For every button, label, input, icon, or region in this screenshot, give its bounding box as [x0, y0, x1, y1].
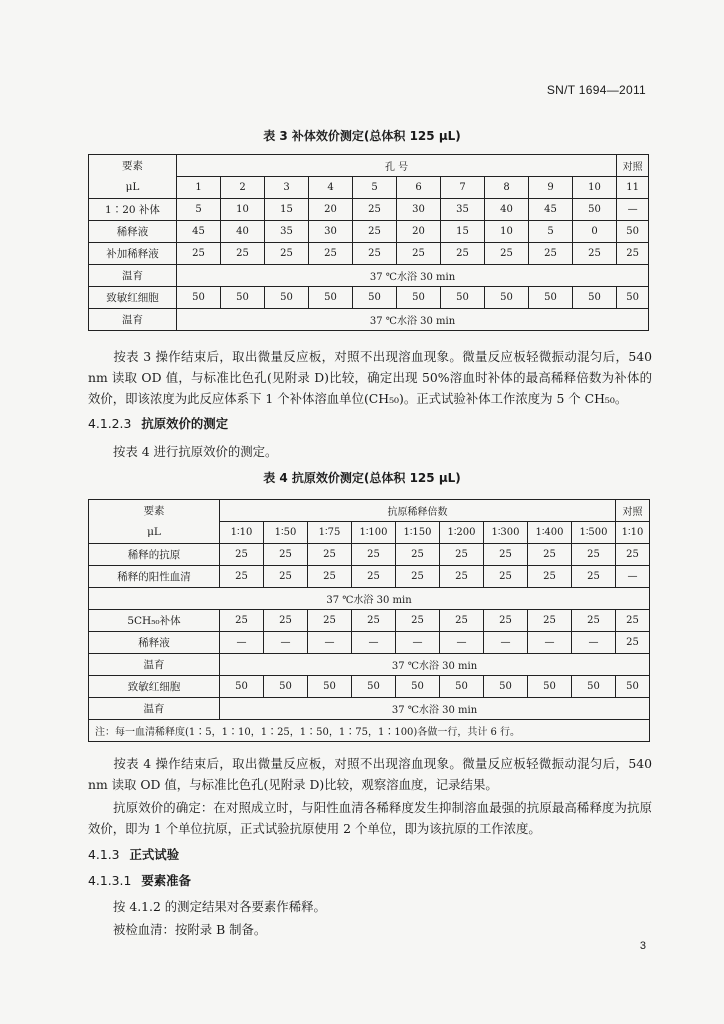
table4-cell: — — [484, 632, 528, 654]
table4-cell: 50 — [352, 676, 396, 698]
table4-column-header: 1∶10 — [616, 522, 650, 544]
paragraph-table3-result: 按表 3 操作结束后，取出微量反应板，对照不出现溶血现象。微量反应板轻微振动混匀后，540 nm 读取 OD 值，与标准比色孔(见附录 D)比较，确定出现 50%溶血时补体的最高稀释倍数为补体的效价，即该浓度为此反应体系下 1 个补体溶血单位(CH₅₀)。正式试验补体工作浓度为 5 个 CH₅₀。 — [88, 349, 652, 406]
table4-cell: — — [440, 632, 484, 654]
table4-column-header: 1∶500 — [572, 522, 616, 544]
table4-column-header: 1∶10 — [220, 522, 264, 544]
table3-cell: 50 — [397, 287, 441, 309]
table4-cell: — — [308, 632, 352, 654]
paragraph-antigen-titer: 抗原效价的确定：在对照成立时，与阳性血清各稀释度发生抑制溶血最强的抗原最高稀释度为抗原效价，即为 1 个单位抗原，正式试验抗原使用 2 个单位，即为该抗原的工作浓度。 — [88, 800, 652, 836]
table4-cell: 25 — [264, 544, 308, 566]
table4-cell: 25 — [484, 566, 528, 588]
table4-cell: 25 — [264, 610, 308, 632]
table3-cell: 45 — [529, 199, 573, 221]
table3-cell: 50 — [353, 287, 397, 309]
table4-cell: 25 — [528, 566, 572, 588]
table4-cell: 50 — [264, 676, 308, 698]
section-4-1-3-1: 4.1.3.1 要素准备 — [88, 873, 191, 888]
table3-cell: 15 — [265, 199, 309, 221]
table3-cell: 45 — [177, 221, 221, 243]
table3-row — [89, 199, 649, 221]
table4-column-header: 1∶150 — [396, 522, 440, 544]
table3-cell: 50 — [309, 287, 353, 309]
table3-row-label: 1∶20 补体 — [89, 199, 177, 221]
table4-row — [89, 610, 650, 632]
table4-column-header: 1∶200 — [440, 522, 484, 544]
table3-cell: 25 — [529, 243, 573, 265]
line-dilution: 按 4.1.2 的测定结果对各要素作稀释。 — [113, 899, 326, 914]
table4-row-label: 稀释的抗原 — [89, 544, 220, 566]
table4-cell: 25 — [484, 610, 528, 632]
table4-cell: 25 — [396, 566, 440, 588]
table4-cell: 25 — [396, 610, 440, 632]
table4-cell: 25 — [572, 544, 616, 566]
table3-column-header: 11 — [617, 177, 649, 199]
table3-incubate-text: 37 ℃水浴 30 min — [177, 265, 649, 287]
table3-row — [89, 221, 649, 243]
table4-cell: 50 — [572, 676, 616, 698]
table3-cell: 50 — [573, 287, 617, 309]
document-code: SN/T 1694—2011 — [546, 83, 646, 97]
table4 — [88, 499, 650, 742]
table4-incubate3-text: 37 ℃水浴 30 min — [220, 698, 650, 720]
table3-column-header: 4 — [309, 177, 353, 199]
table3-rbc-label: 致敏红细胞 — [89, 287, 177, 309]
table3-cell: 25 — [353, 221, 397, 243]
table3-cell: 35 — [441, 199, 485, 221]
table4-cell: 50 — [528, 676, 572, 698]
table4-cell: 25 — [440, 544, 484, 566]
table3-cell: 50 — [529, 287, 573, 309]
section-4-1-3: 4.1.3 正式试验 — [88, 847, 180, 862]
table3-cell: 20 — [397, 221, 441, 243]
table3-cell: 10 — [485, 221, 529, 243]
table3-cell: 25 — [221, 243, 265, 265]
table3-cell: 35 — [265, 221, 309, 243]
table4-cell: 25 — [396, 544, 440, 566]
table3-row-label: 稀释液 — [89, 221, 177, 243]
table3-column-header: 1 — [177, 177, 221, 199]
table4-cell: — — [572, 632, 616, 654]
table3-cell: 40 — [485, 199, 529, 221]
table3-column-header: 5 — [353, 177, 397, 199]
table4-cell: 25 — [440, 610, 484, 632]
table4-row — [89, 632, 650, 654]
table4-cell: 25 — [308, 544, 352, 566]
table4-cell: 50 — [484, 676, 528, 698]
table4-cell: 25 — [484, 544, 528, 566]
table3-caption: 表 3 补体效价测定(总体积 125 μL) — [263, 129, 461, 143]
table3-cell: 5 — [177, 199, 221, 221]
section-4-1-2-3: 4.1.2.3 抗原效价的测定 — [88, 416, 229, 431]
table3-cell: 25 — [309, 243, 353, 265]
table3-cell: 25 — [397, 243, 441, 265]
table3-incubate-label: 温育 — [89, 265, 177, 287]
table3-cell: 25 — [265, 243, 309, 265]
table4-cell: 25 — [528, 610, 572, 632]
table4-cell: 50 — [308, 676, 352, 698]
table4-cell: 25 — [220, 544, 264, 566]
paragraph-table4-result: 按表 4 操作结束后，取出微量反应板，对照不出现溶血现象。微量反应板轻微振动混匀后，540 nm 读取 OD 值，与标准比色孔(见附录 D)比较，观察溶血度，记录结果。 — [88, 756, 652, 792]
table3-cell: 50 — [617, 221, 649, 243]
table4-incubate1-text: 37 ℃水浴 30 min — [89, 588, 650, 610]
table4-incubate3-label: 温育 — [89, 698, 220, 720]
table3-cell: 25 — [485, 243, 529, 265]
table3-column-header: 3 — [265, 177, 309, 199]
table3-row — [89, 243, 649, 265]
table4-group-header: 抗原稀释倍数 — [220, 500, 616, 522]
table4-row — [89, 544, 650, 566]
table4-cell: — — [528, 632, 572, 654]
table4-column-header: 1∶400 — [528, 522, 572, 544]
table3-cell: 50 — [573, 199, 617, 221]
table4-row-label: 5CH₅₀补体 — [89, 610, 220, 632]
table3-cell: 50 — [617, 287, 649, 309]
table3-column-header: 8 — [485, 177, 529, 199]
table4-note: 注：每一血清稀释度(1∶5，1∶10，1∶25，1∶50，1∶75，1∶100)各做一行，共计 6 行。 — [89, 720, 650, 742]
page-number: 3 — [639, 940, 646, 952]
table4-cell: 25 — [352, 610, 396, 632]
table4-cell: 50 — [220, 676, 264, 698]
table4-cell: 25 — [616, 544, 650, 566]
table3-corner-top: 要素 — [89, 155, 177, 177]
table3-cell: 30 — [309, 221, 353, 243]
table3-cell: 0 — [573, 221, 617, 243]
table3-column-header: 6 — [397, 177, 441, 199]
table3-group-header: 孔 号 — [177, 155, 617, 177]
table4-corner-bottom: μL — [89, 522, 220, 544]
table3-cell: 25 — [441, 243, 485, 265]
table4-cell: — — [264, 632, 308, 654]
paragraph-antigen-intro: 按表 4 进行抗原效价的测定。 — [113, 444, 278, 459]
table4-cell: — — [352, 632, 396, 654]
table4-cell: — — [396, 632, 440, 654]
table3-control-header: 对照 — [617, 155, 649, 177]
table3-corner-bottom: μL — [89, 177, 177, 199]
table4-row — [89, 566, 650, 588]
table3-cell: 50 — [177, 287, 221, 309]
table3-cell: 20 — [309, 199, 353, 221]
table3-cell: 25 — [353, 243, 397, 265]
table4-cell: 50 — [440, 676, 484, 698]
table4-cell: 25 — [616, 610, 650, 632]
table4-incubate2-label: 温育 — [89, 654, 220, 676]
table4-cell: 25 — [220, 566, 264, 588]
table3-cell: — — [617, 199, 649, 221]
table4-cell: 50 — [616, 676, 650, 698]
table3-cell: 10 — [221, 199, 265, 221]
table4-cell: 25 — [528, 544, 572, 566]
table4-corner-top: 要素 — [89, 500, 220, 522]
table3-cell: 30 — [397, 199, 441, 221]
table3-column-header: 2 — [221, 177, 265, 199]
table3-cell: 50 — [485, 287, 529, 309]
table3-cell: 15 — [441, 221, 485, 243]
table4-column-header: 1∶100 — [352, 522, 396, 544]
table3-cell: 50 — [265, 287, 309, 309]
table3-row-label: 补加稀释液 — [89, 243, 177, 265]
table4-cell: — — [616, 566, 650, 588]
table4-cell: 25 — [352, 566, 396, 588]
table4-cell: 25 — [352, 544, 396, 566]
table4-cell: 25 — [572, 566, 616, 588]
table4-column-header: 1∶300 — [484, 522, 528, 544]
table3-column-header: 10 — [573, 177, 617, 199]
table3-cell: 40 — [221, 221, 265, 243]
table4-cell: 25 — [572, 610, 616, 632]
table3-cell: 25 — [177, 243, 221, 265]
table3-cell: 50 — [441, 287, 485, 309]
table3-cell: 25 — [573, 243, 617, 265]
table3-incubate2-text: 37 ℃水浴 30 min — [177, 309, 649, 331]
table4-row-label: 稀释的阳性血清 — [89, 566, 220, 588]
table4-cell: — — [220, 632, 264, 654]
table3-incubate2-label: 温育 — [89, 309, 177, 331]
table3-column-header: 9 — [529, 177, 573, 199]
table4-cell: 25 — [440, 566, 484, 588]
table4-rbc-label: 致敏红细胞 — [89, 676, 220, 698]
table3-cell: 5 — [529, 221, 573, 243]
line-test-serum: 被检血清：按附录 B 制备。 — [113, 922, 267, 937]
table3-cell: 50 — [221, 287, 265, 309]
table4-cell: 25 — [616, 632, 650, 654]
table3 — [88, 154, 649, 331]
table4-cell: 25 — [308, 610, 352, 632]
table4-column-header: 1∶50 — [264, 522, 308, 544]
table4-column-header: 1∶75 — [308, 522, 352, 544]
table4-incubate2-text: 37 ℃水浴 30 min — [220, 654, 650, 676]
table4-cell: 25 — [308, 566, 352, 588]
table4-cell: 25 — [264, 566, 308, 588]
table4-control-header: 对照 — [616, 500, 650, 522]
table3-cell: 25 — [617, 243, 649, 265]
table3-column-header: 7 — [441, 177, 485, 199]
table3-cell: 25 — [353, 199, 397, 221]
table4-cell: 25 — [220, 610, 264, 632]
table4-caption: 表 4 抗原效价测定(总体积 125 μL) — [263, 471, 461, 485]
table4-cell: 50 — [396, 676, 440, 698]
table4-row-label: 稀释液 — [89, 632, 220, 654]
